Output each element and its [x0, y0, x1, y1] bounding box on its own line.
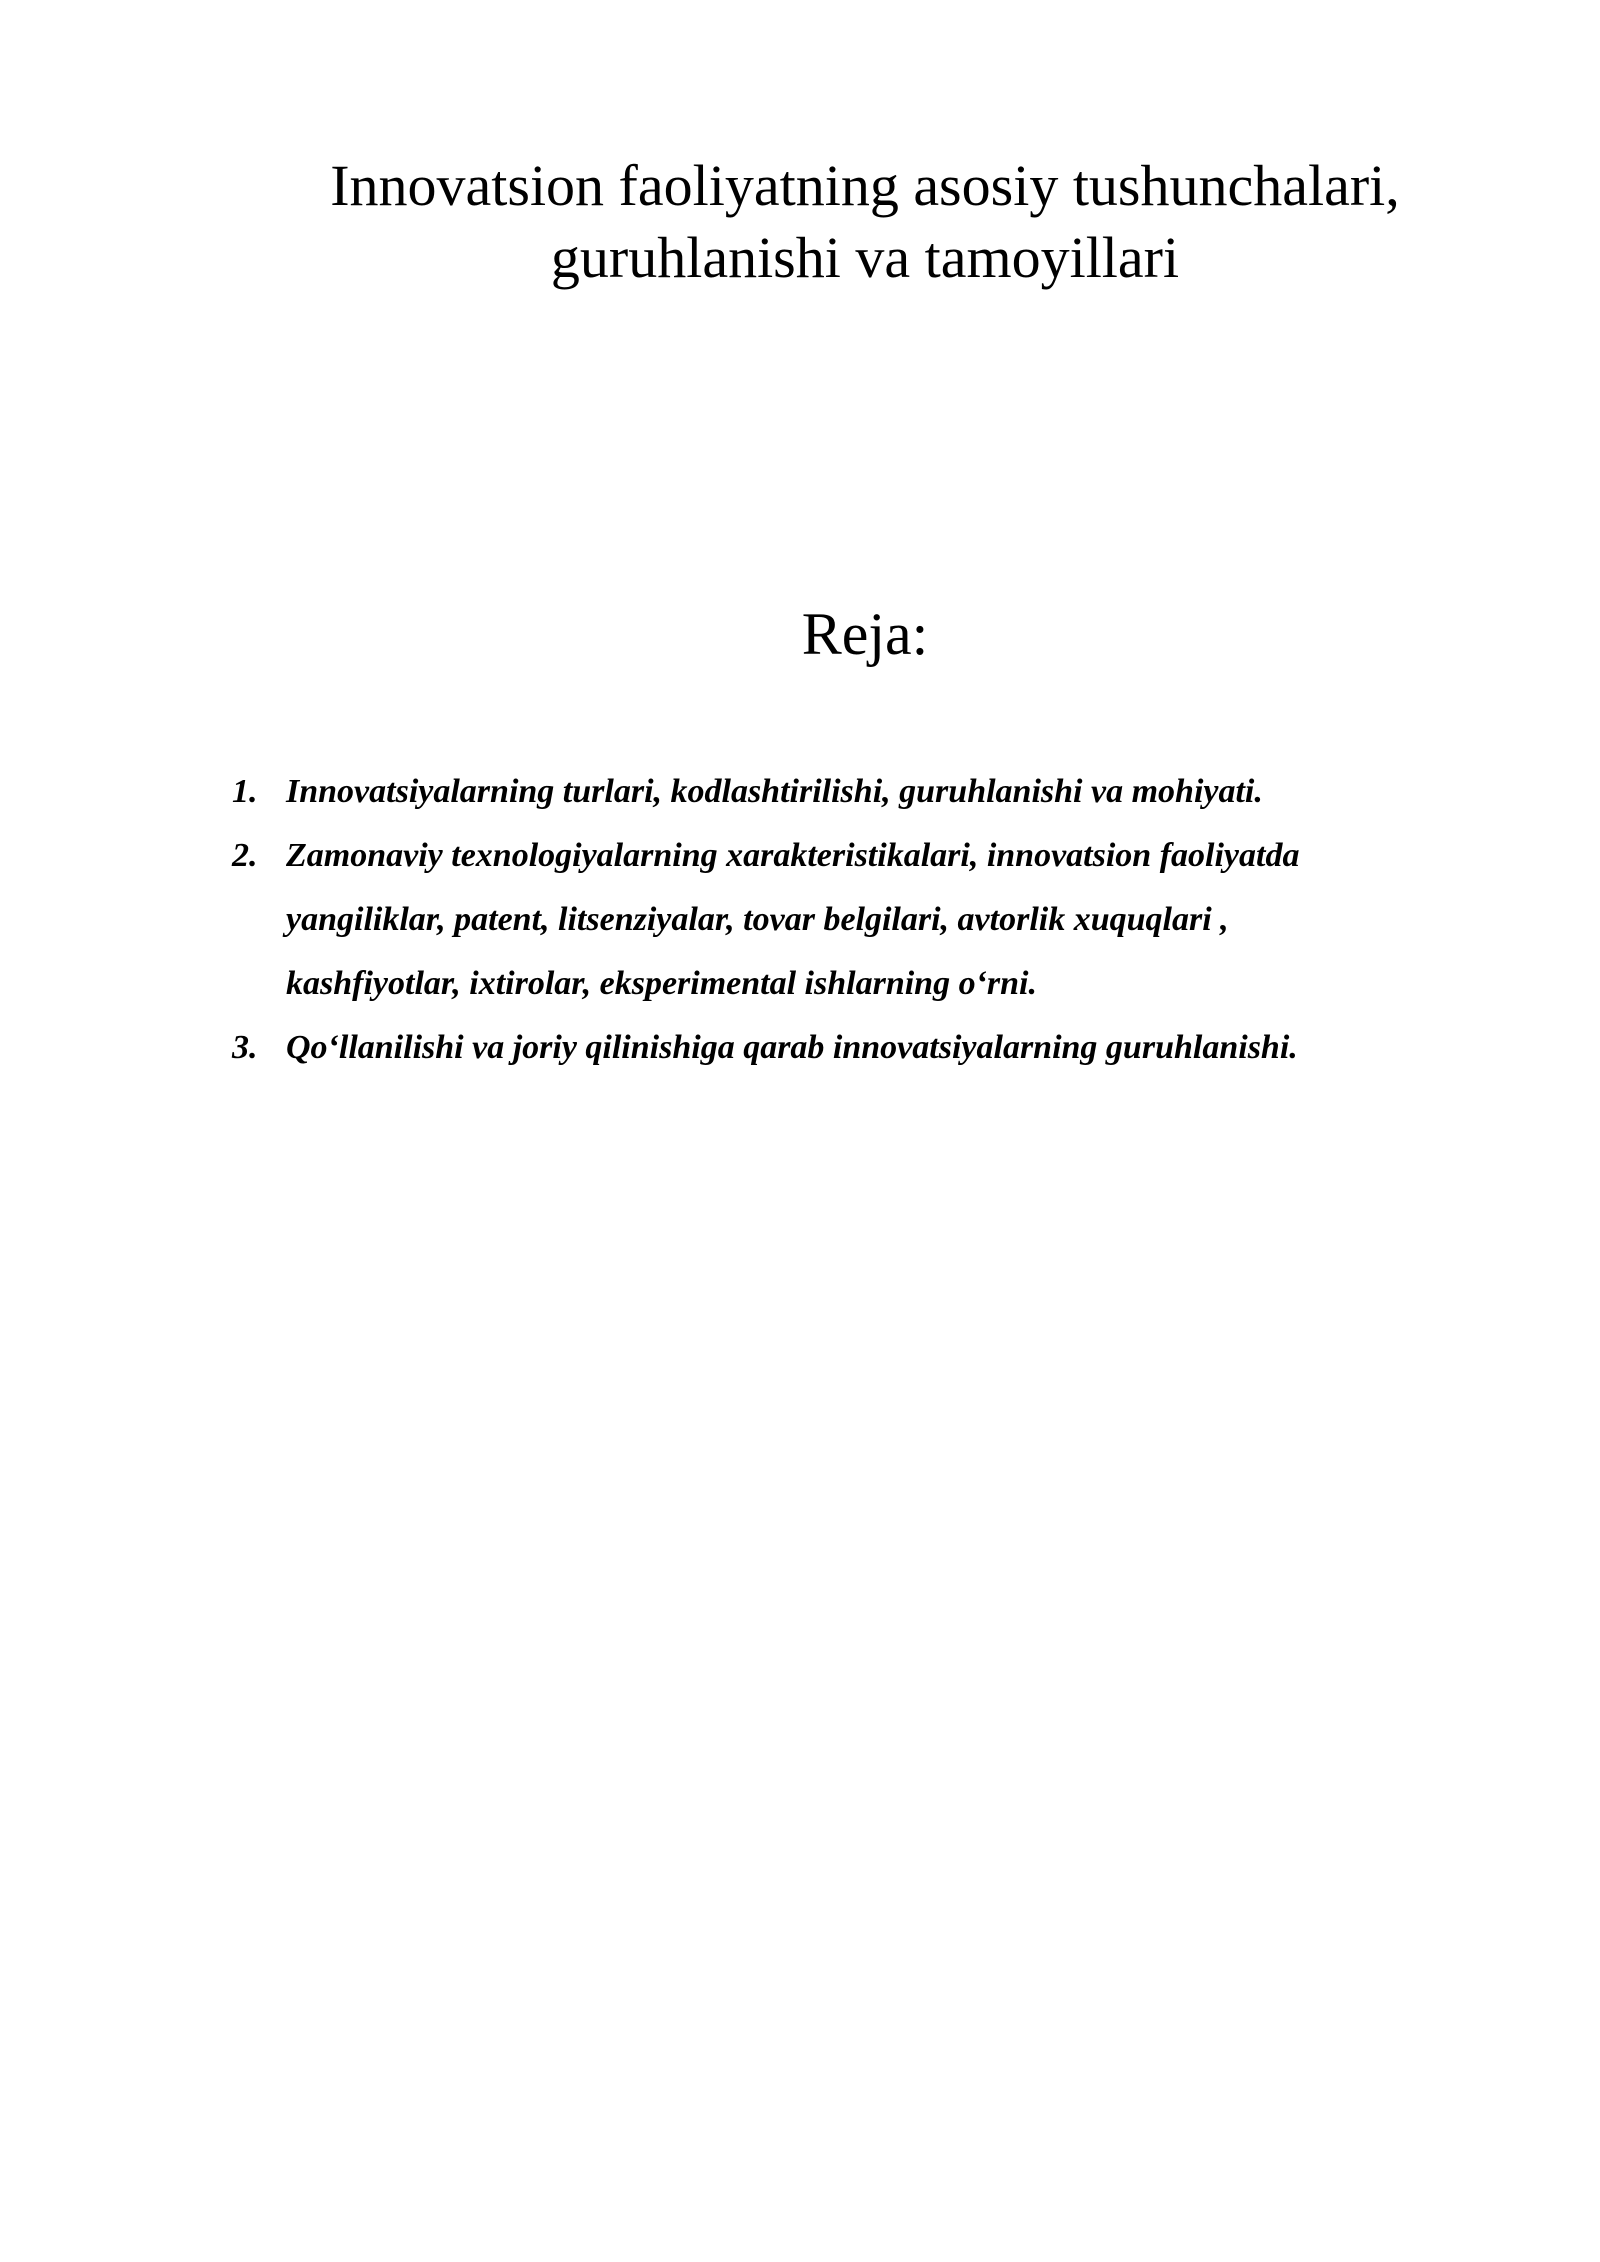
- plan-item: [232, 760, 1532, 824]
- plan-item-text: Innovatsiyalarning turlari, kodlashtirilishi, guruhlanishi va mohiyati.: [286, 773, 1263, 810]
- plan-item-number: 3.: [232, 1029, 258, 1066]
- plan-item-number: 1.: [232, 773, 258, 810]
- plan-item-text: Zamonaviy texnologiyalarning xarakteristikalari, innovatsion faoliyatda: [286, 837, 1300, 874]
- title-line: guruhlanishi va tamoyillari: [550, 225, 1180, 290]
- plan-item: [232, 824, 1532, 1016]
- title-line: Innovatsion faoliyatning asosiy tushunchalari,: [330, 153, 1400, 218]
- plan-item-text: kashfiyotlar, ixtirolar, eksperimental ishlarning o‘rni.: [286, 965, 1037, 1002]
- plan-item: [232, 1016, 1532, 1080]
- plan-list: [232, 760, 1532, 1080]
- document-title: [200, 150, 1530, 294]
- plan-item-text: Qo‘llanilishi va joriy qilinishiga qarab innovatsiyalarning guruhlanishi.: [286, 1029, 1298, 1066]
- plan-item-text: yangiliklar, patent, litsenziyalar, tovar belgilari, avtorlik xuquqlari ,: [286, 901, 1229, 938]
- plan-heading: Reja:: [801, 601, 929, 667]
- plan-item-number: 2.: [232, 837, 258, 874]
